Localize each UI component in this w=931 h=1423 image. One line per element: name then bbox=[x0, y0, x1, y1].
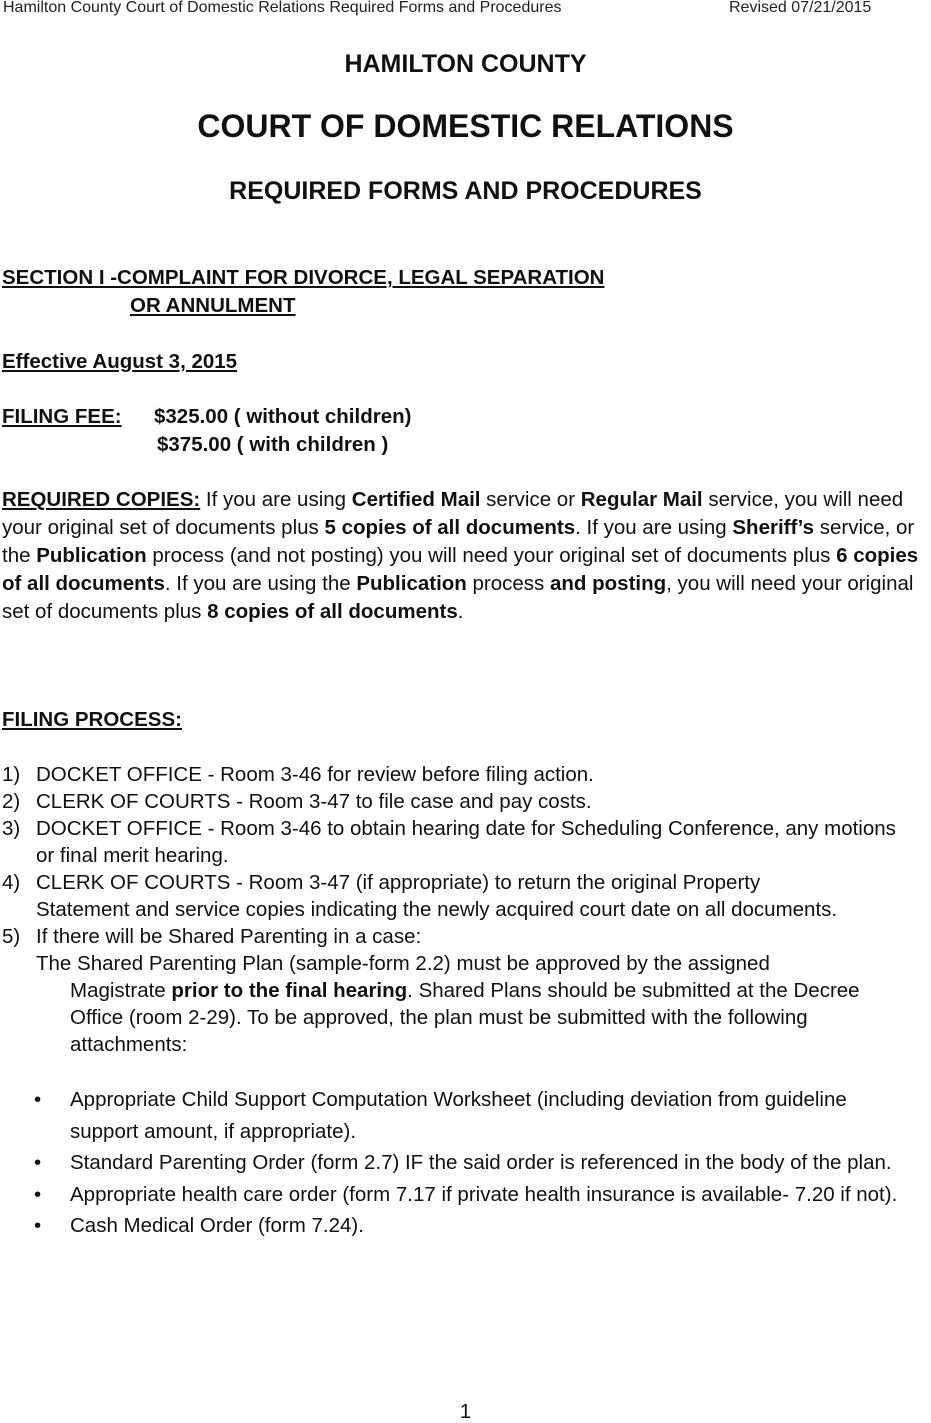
section-heading-line2: OR ANNULMENT bbox=[130, 294, 296, 317]
list-item: • Standard Parenting Order (form 2.7) IF the said order is referenced in the body of the plan. bbox=[2, 1147, 931, 1179]
list-item: 3) DOCKET OFFICE - Room 3-46 to obtain hearing date for Scheduling Conference, any motions or final merit hearing. bbox=[2, 817, 896, 867]
title-court: COURT OF DOMESTIC RELATIONS bbox=[197, 108, 734, 144]
list-item: • Appropriate Child Support Computation Worksheet (including deviation from guideline support amount, if appropriate). bbox=[2, 1084, 931, 1147]
filing-process-steps bbox=[2, 761, 928, 1058]
shared-parenting-plan-text: Magistrate prior to the final hearing. Shared Plans should be submitted at the Decree Office (room 2-29). To be approved, the plan must be submitted with the following attachments: bbox=[70, 979, 860, 1056]
filing-fee-without-children: $325.00 ( without children) bbox=[154, 405, 412, 428]
bullet-icon: • bbox=[34, 1088, 42, 1111]
attachments-list bbox=[2, 1084, 931, 1242]
title-subtitle: REQUIRED FORMS AND PROCEDURES bbox=[229, 177, 702, 205]
page-number: 1 bbox=[459, 1400, 472, 1423]
list-item: 5) If there will be Shared Parenting in a case: bbox=[2, 925, 422, 948]
list-item: 1) DOCKET OFFICE - Room 3-46 for review before filing action. bbox=[2, 763, 594, 786]
shared-parenting-plan-line: The Shared Parenting Plan (sample-form 2.2) must be approved by the assigned bbox=[36, 952, 770, 975]
required-copies-paragraph: REQUIRED COPIES: If you are using Certified Mail service or Regular Mail service, you will need your original set of documents plus 5 copies of all documents. If you are using Sheriff’s service, or the Publication process (and not posting) you will need your original set of documents plus 6 copies of all documents. If you are using the Publication process and posting, you will need your original set of documents plus 8 copies of all documents. bbox=[2, 488, 919, 623]
bullet-icon: • bbox=[34, 1151, 42, 1174]
list-item: 4) CLERK OF COURTS - Room 3-47 (if appropriate) to return the original Property Statement and service copies indicating the newly acquired court date on all documents. bbox=[2, 871, 838, 921]
list-item: • Appropriate health care order (form 7.17 if private health insurance is available- 7.20 if not). bbox=[2, 1179, 931, 1211]
bullet-icon: • bbox=[34, 1214, 42, 1237]
title-county: HAMILTON COUNTY bbox=[344, 50, 587, 78]
bullet-icon: • bbox=[34, 1182, 42, 1206]
list-item: • Cash Medical Order (form 7.24). bbox=[2, 1210, 931, 1242]
required-copies-label: REQUIRED COPIES: bbox=[2, 488, 201, 511]
filing-process-heading: FILING PROCESS: bbox=[2, 708, 182, 731]
list-item: 2) CLERK OF COURTS - Room 3-47 to file case and pay costs. bbox=[2, 790, 592, 813]
running-header-left: Hamilton County Court of Domestic Relations Required Forms and Procedures bbox=[3, 0, 562, 16]
running-header-revised: Revised 07/21/2015 bbox=[729, 0, 872, 16]
effective-date: Effective August 3, 2015 bbox=[2, 350, 238, 373]
filing-fee-label: FILING FEE: bbox=[2, 405, 122, 428]
section-heading-line1: SECTION I -COMPLAINT FOR DIVORCE, LEGAL SEPARATION bbox=[2, 266, 605, 289]
filing-fee-with-children: $375.00 ( with children ) bbox=[157, 433, 389, 456]
